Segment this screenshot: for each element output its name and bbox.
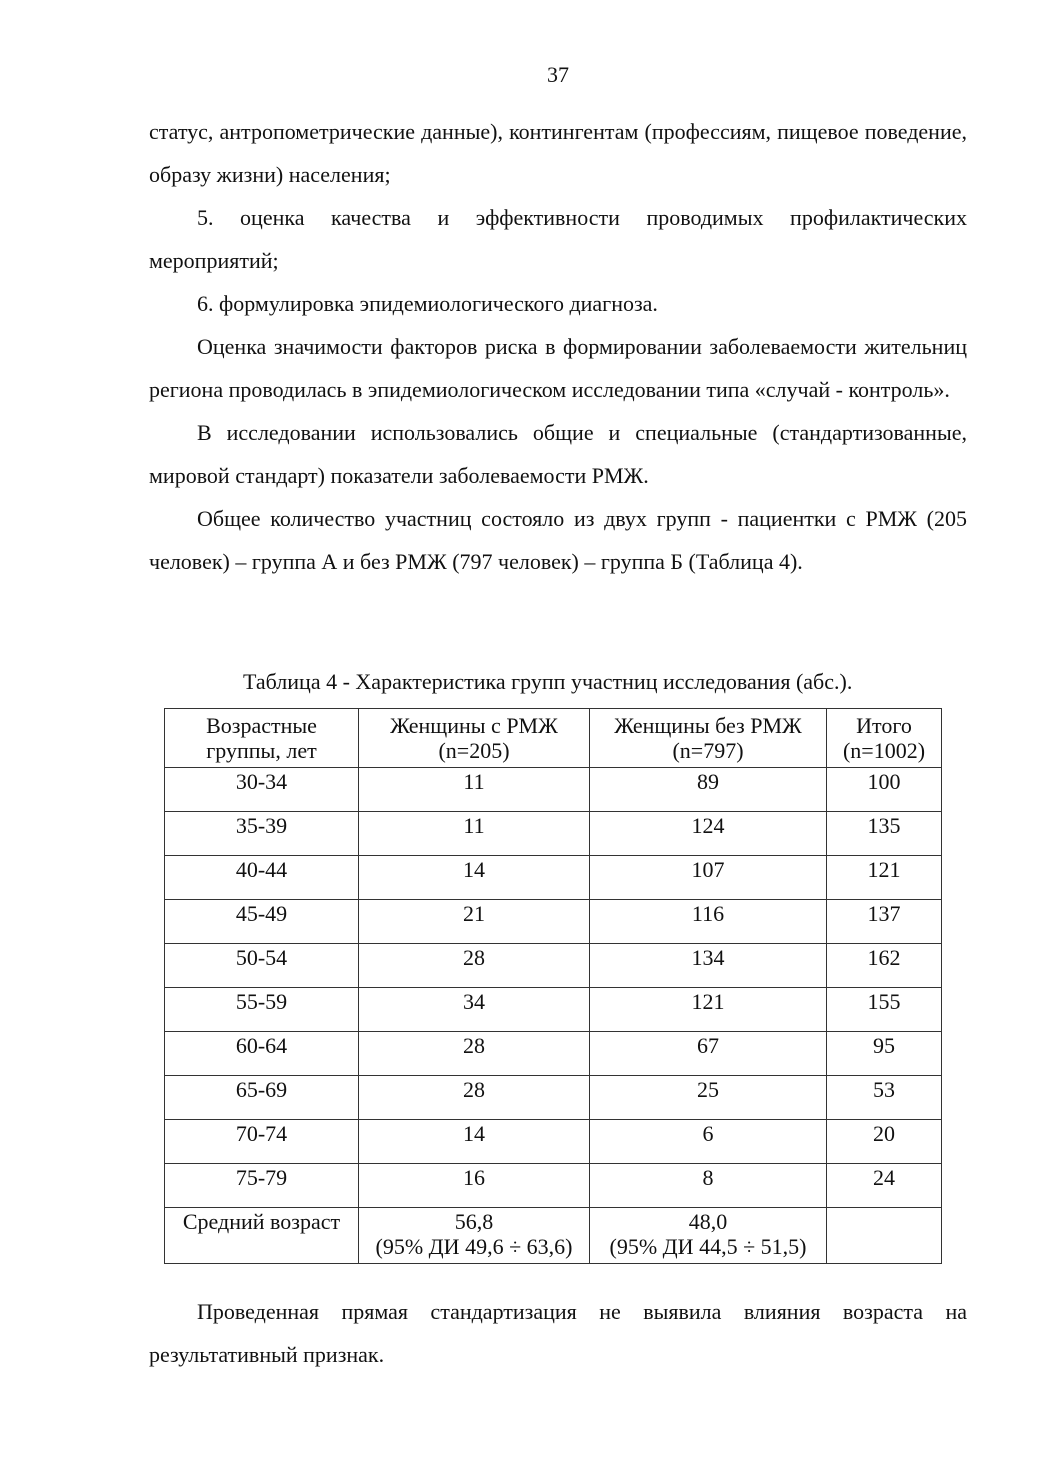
age-group-cell: 65-69 [165,1076,359,1120]
without-bc-cell: 8 [590,1164,827,1208]
header-line: (n=797) [672,738,744,763]
body-text-bottom [149,1290,967,1376]
total-cell: 20 [827,1120,942,1164]
table-row [165,768,942,812]
without-bc-cell: 6 [590,1120,827,1164]
header-line: (n=1002) [842,738,926,763]
with-bc-cell: 28 [359,1032,590,1076]
header-line: Итого [856,713,912,738]
with-bc-cell: 11 [359,812,590,856]
header-line: Женщины без РМЖ [614,713,802,738]
mean-age-label: Средний возраст [165,1208,359,1264]
total-cell: 53 [827,1076,942,1120]
table-row [165,1076,942,1120]
with-bc-cell: 28 [359,944,590,988]
body-text-top [149,110,967,583]
paragraph-indicators: В исследовании использовались общие и специальные (стандартизованные, мировой стандарт) показатели заболеваемости РМЖ. [149,420,967,488]
mean-value: 48,0 [688,1209,728,1234]
with-bc-cell: 34 [359,988,590,1032]
age-group-cell: 40-44 [165,856,359,900]
paragraph-standardization: Проведенная прямая стандартизация не выявила влияния возраста на результативный признак. [149,1299,967,1367]
header-line: Женщины с РМЖ [390,713,558,738]
table-row [165,1032,942,1076]
table-row [165,812,942,856]
paragraph-item-6: 6. формулировка эпидемиологического диагноза. [197,291,658,316]
page-number: 37 [547,62,569,87]
age-group-cell: 35-39 [165,812,359,856]
mean-age-row [165,1208,942,1264]
header-without-bc [590,709,827,768]
age-group-cell: 55-59 [165,988,359,1032]
table-header-row [165,709,942,768]
table-row [165,1120,942,1164]
table-row [165,900,942,944]
age-group-cell: 70-74 [165,1120,359,1164]
header-age-groups [165,709,359,768]
mean-value: 56,8 [454,1209,494,1234]
with-bc-cell: 14 [359,1120,590,1164]
total-cell: 95 [827,1032,942,1076]
total-cell: 137 [827,900,942,944]
age-group-cell: 60-64 [165,1032,359,1076]
with-bc-cell: 21 [359,900,590,944]
mean-age-without-bc [590,1208,827,1264]
age-group-cell: 45-49 [165,900,359,944]
confidence-interval: (95% ДИ 49,6 ÷ 63,6) [375,1234,573,1259]
total-cell: 155 [827,988,942,1032]
mean-age-total [827,1208,942,1264]
without-bc-cell: 89 [590,768,827,812]
header-with-bc [359,709,590,768]
header-line: Возрастные [206,713,317,738]
total-cell: 24 [827,1164,942,1208]
with-bc-cell: 14 [359,856,590,900]
with-bc-cell: 28 [359,1076,590,1120]
without-bc-cell: 124 [590,812,827,856]
without-bc-cell: 25 [590,1076,827,1120]
with-bc-cell: 16 [359,1164,590,1208]
paragraph-continuation: статус, антропометрические данные), контингентам (профессиям, пищевое поведение, образу жизни) населения; [149,119,967,187]
table-caption: Таблица 4 - Характеристика групп участниц исследования (абс.). [243,669,853,694]
age-group-cell: 50-54 [165,944,359,988]
total-cell: 100 [827,768,942,812]
table-row [165,856,942,900]
total-cell: 121 [827,856,942,900]
table-row [165,944,942,988]
without-bc-cell: 67 [590,1032,827,1076]
with-bc-cell: 11 [359,768,590,812]
age-group-cell: 30-34 [165,768,359,812]
total-cell: 135 [827,812,942,856]
confidence-interval: (95% ДИ 44,5 ÷ 51,5) [609,1234,807,1259]
paragraph-participants: Общее количество участниц состояло из двух групп - пациентки с РМЖ (205 человек) – группа А и без РМЖ (797 человек) – группа Б (Таблица 4). [149,506,967,574]
participants-table [164,708,942,1264]
paragraph-risk-factors: Оценка значимости факторов риска в формировании заболеваемости жительниц региона проводилась в эпидемиологическом исследовании типа «случай - контроль». [149,334,967,402]
table-row [165,988,942,1032]
mean-age-with-bc [359,1208,590,1264]
without-bc-cell: 116 [590,900,827,944]
header-total [827,709,942,768]
without-bc-cell: 121 [590,988,827,1032]
table-row [165,1164,942,1208]
total-cell: 162 [827,944,942,988]
header-line: (n=205) [438,738,510,763]
paragraph-item-5: 5. оценка качества и эффективности проводимых профилактических мероприятий; [149,205,967,273]
without-bc-cell: 107 [590,856,827,900]
header-line: группы, лет [206,738,317,763]
without-bc-cell: 134 [590,944,827,988]
age-group-cell: 75-79 [165,1164,359,1208]
